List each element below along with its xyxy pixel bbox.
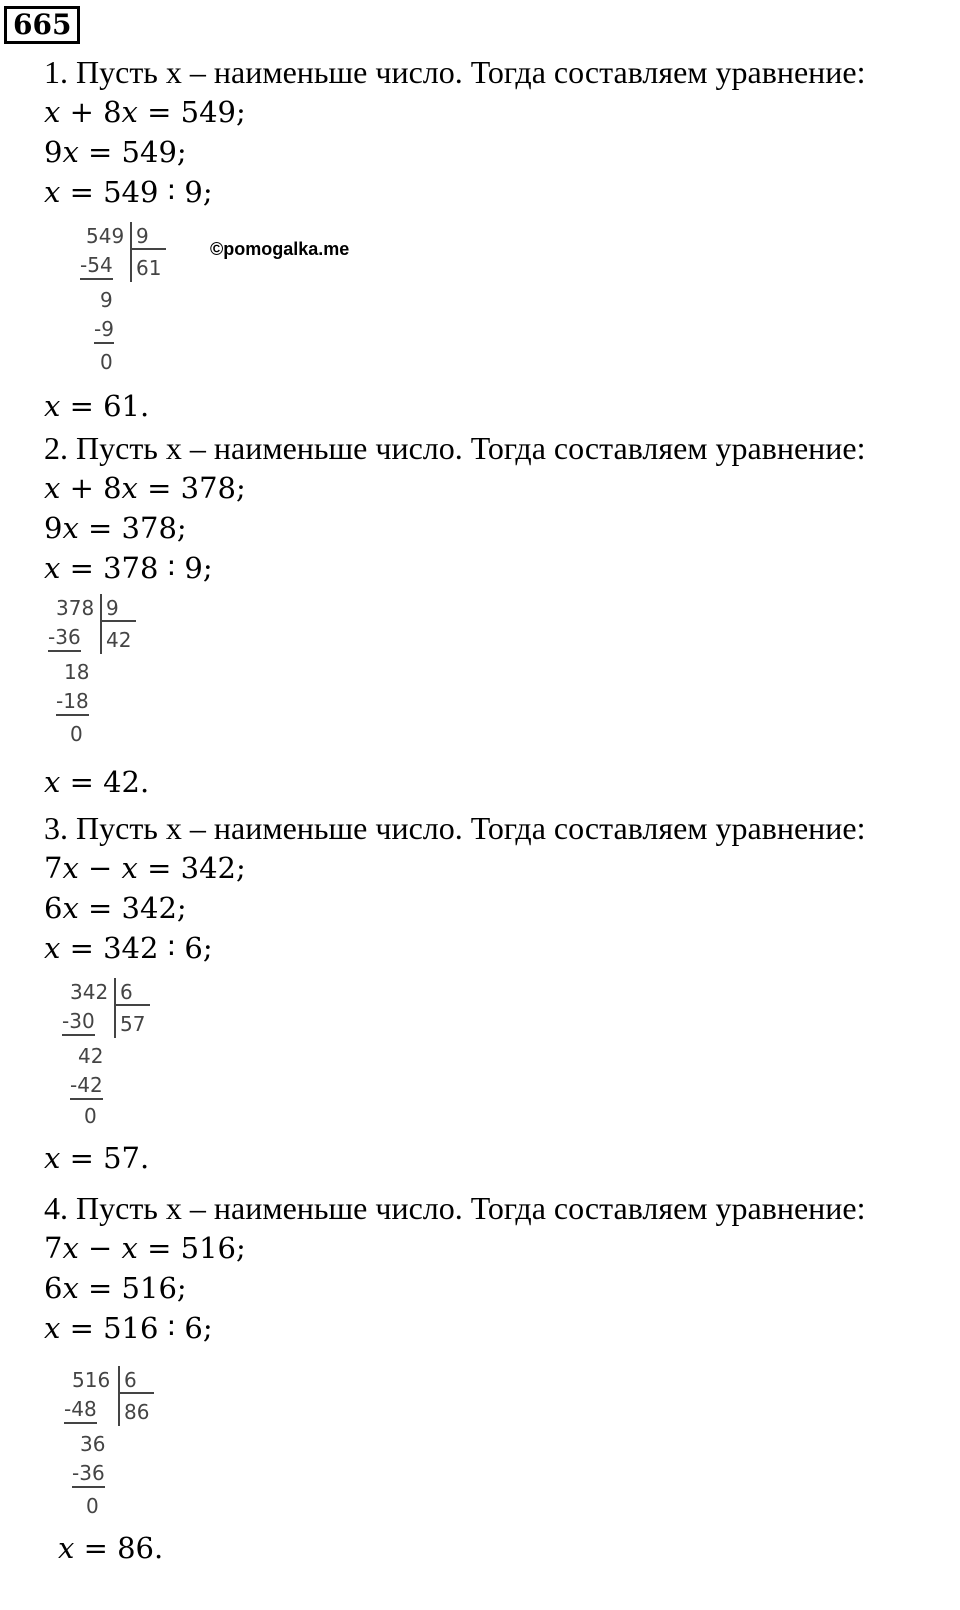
division-bracket-horizontal xyxy=(132,248,166,250)
division-quotient: 61 xyxy=(136,256,162,280)
equation-line: 𝑥 = 549 ∶ 9; xyxy=(44,175,213,209)
division-remainder-step: 36 xyxy=(80,1432,106,1456)
long-division xyxy=(44,588,954,760)
equation-line: 𝑥 + 8𝑥 = 549; xyxy=(44,95,246,129)
division-remainder-step: 9 xyxy=(100,288,113,312)
equation-result: 𝑥 = 86. xyxy=(58,1531,164,1565)
division-divisor: 9 xyxy=(136,224,149,248)
division-remainder-step: 18 xyxy=(64,660,90,684)
division-quotient: 86 xyxy=(124,1400,150,1424)
equation-result: 𝑥 = 42. xyxy=(44,765,150,799)
division-bracket-vertical xyxy=(118,1366,120,1426)
division-divisor: 6 xyxy=(124,1368,137,1392)
division-bracket-vertical xyxy=(100,594,102,654)
division-bracket-horizontal xyxy=(116,1004,150,1006)
task-statement: 2. Пусть x – наименьше число. Тогда составляем уравнение: xyxy=(44,430,866,466)
division-subtrahend: -30 xyxy=(62,1010,95,1036)
division-bracket-horizontal xyxy=(120,1392,154,1394)
division-divisor: 9 xyxy=(106,596,119,620)
watermark: ©pomogalka.me xyxy=(210,239,350,259)
division-subtrahend: -18 xyxy=(56,690,89,716)
task-2 xyxy=(44,428,954,802)
division-quotient: 42 xyxy=(106,628,132,652)
division-final-remainder: 0 xyxy=(86,1494,99,1518)
equation-line: 6𝑥 = 516; xyxy=(44,1271,187,1305)
division-dividend: 342 xyxy=(70,980,109,1004)
division-divisor: 6 xyxy=(120,980,133,1004)
equation-line: 9𝑥 = 378; xyxy=(44,511,187,545)
task-1 xyxy=(44,52,954,426)
division-subtrahend: -48 xyxy=(64,1398,97,1424)
equation-line: 𝑥 = 342 ∶ 6; xyxy=(44,931,213,965)
division-dividend: 549 xyxy=(86,224,125,248)
equation-line: 𝑥 = 516 ∶ 6; xyxy=(44,1311,213,1345)
division-final-remainder: 0 xyxy=(70,722,83,746)
equation-line: 𝑥 = 378 ∶ 9; xyxy=(44,551,213,585)
equation-line: 7𝑥 − 𝑥 = 516; xyxy=(44,1231,246,1265)
long-division xyxy=(44,968,954,1136)
division-remainder-step: 42 xyxy=(78,1044,104,1068)
division-subtrahend: -36 xyxy=(72,1462,105,1488)
division-bracket-horizontal xyxy=(102,620,136,622)
task-statement: 4. Пусть x – наименьше число. Тогда составляем уравнение: xyxy=(44,1190,866,1226)
problem-number-badge: 665 xyxy=(4,6,80,44)
division-subtrahend: -36 xyxy=(48,626,81,652)
equation-line: 6𝑥 = 342; xyxy=(44,891,187,925)
division-quotient: 57 xyxy=(120,1012,146,1036)
division-subtrahend: -42 xyxy=(70,1074,103,1100)
division-subtrahend: -54 xyxy=(80,254,113,280)
division-final-remainder: 0 xyxy=(84,1104,97,1128)
division-dividend: 378 xyxy=(56,596,95,620)
equation-line: 𝑥 + 8𝑥 = 378; xyxy=(44,471,246,505)
equation-result: 𝑥 = 61. xyxy=(44,389,150,423)
equation-line: 7𝑥 − 𝑥 = 342; xyxy=(44,851,246,885)
division-dividend: 516 xyxy=(72,1368,111,1392)
division-subtrahend: -9 xyxy=(94,318,114,344)
division-bracket-vertical xyxy=(130,222,132,282)
task-3 xyxy=(44,808,954,1178)
long-division xyxy=(44,1348,954,1526)
long-division xyxy=(44,212,954,384)
division-final-remainder: 0 xyxy=(100,350,113,374)
equation-result: 𝑥 = 57. xyxy=(44,1141,150,1175)
task-statement: 3. Пусть x – наименьше число. Тогда составляем уравнение: xyxy=(44,810,866,846)
task-4 xyxy=(44,1188,954,1568)
task-statement: 1. Пусть x – наименьше число. Тогда составляем уравнение: xyxy=(44,54,866,90)
equation-line: 9𝑥 = 549; xyxy=(44,135,187,169)
division-bracket-vertical xyxy=(114,978,116,1038)
